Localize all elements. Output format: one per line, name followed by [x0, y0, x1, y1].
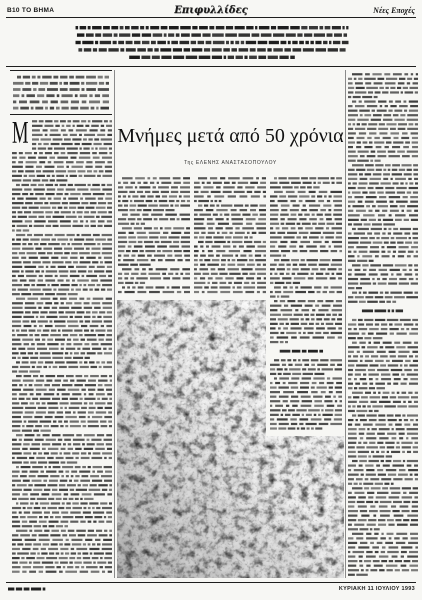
intro-rule — [6, 66, 416, 67]
page-masthead: Β10 ΤΟ ΒΗΜΑ — [7, 7, 55, 14]
article-column-1 — [12, 119, 112, 578]
footer-left-text — [8, 586, 46, 592]
note-box-text — [13, 74, 109, 112]
section-title: Επιφυλλίδες — [174, 5, 248, 16]
footer-date: ΚΥΡΙΑΚΗ 11 ΙΟΥΛΙΟΥ 1993 — [338, 586, 415, 592]
article-column-5 — [348, 72, 418, 578]
article-photo — [117, 300, 344, 578]
header-rule — [6, 17, 416, 18]
article-column-3 — [194, 176, 266, 298]
column-divider-2 — [345, 70, 346, 578]
intro-paragraph — [74, 24, 350, 62]
column-divider-1 — [114, 70, 115, 578]
article-byline: Της ΕΛΕΝΗΣ ΑΝΑΣΤΑΣΟΠΟΥΛΟΥ — [184, 160, 277, 166]
footer-rule — [6, 582, 416, 583]
photo-image — [117, 300, 344, 578]
column-heading: Νέες Εποχές — [373, 6, 415, 15]
note-box-top-rule — [10, 70, 112, 71]
article-title: Μνήμες μετά από 50 χρόνια — [117, 125, 344, 147]
article-column-2 — [118, 176, 190, 298]
